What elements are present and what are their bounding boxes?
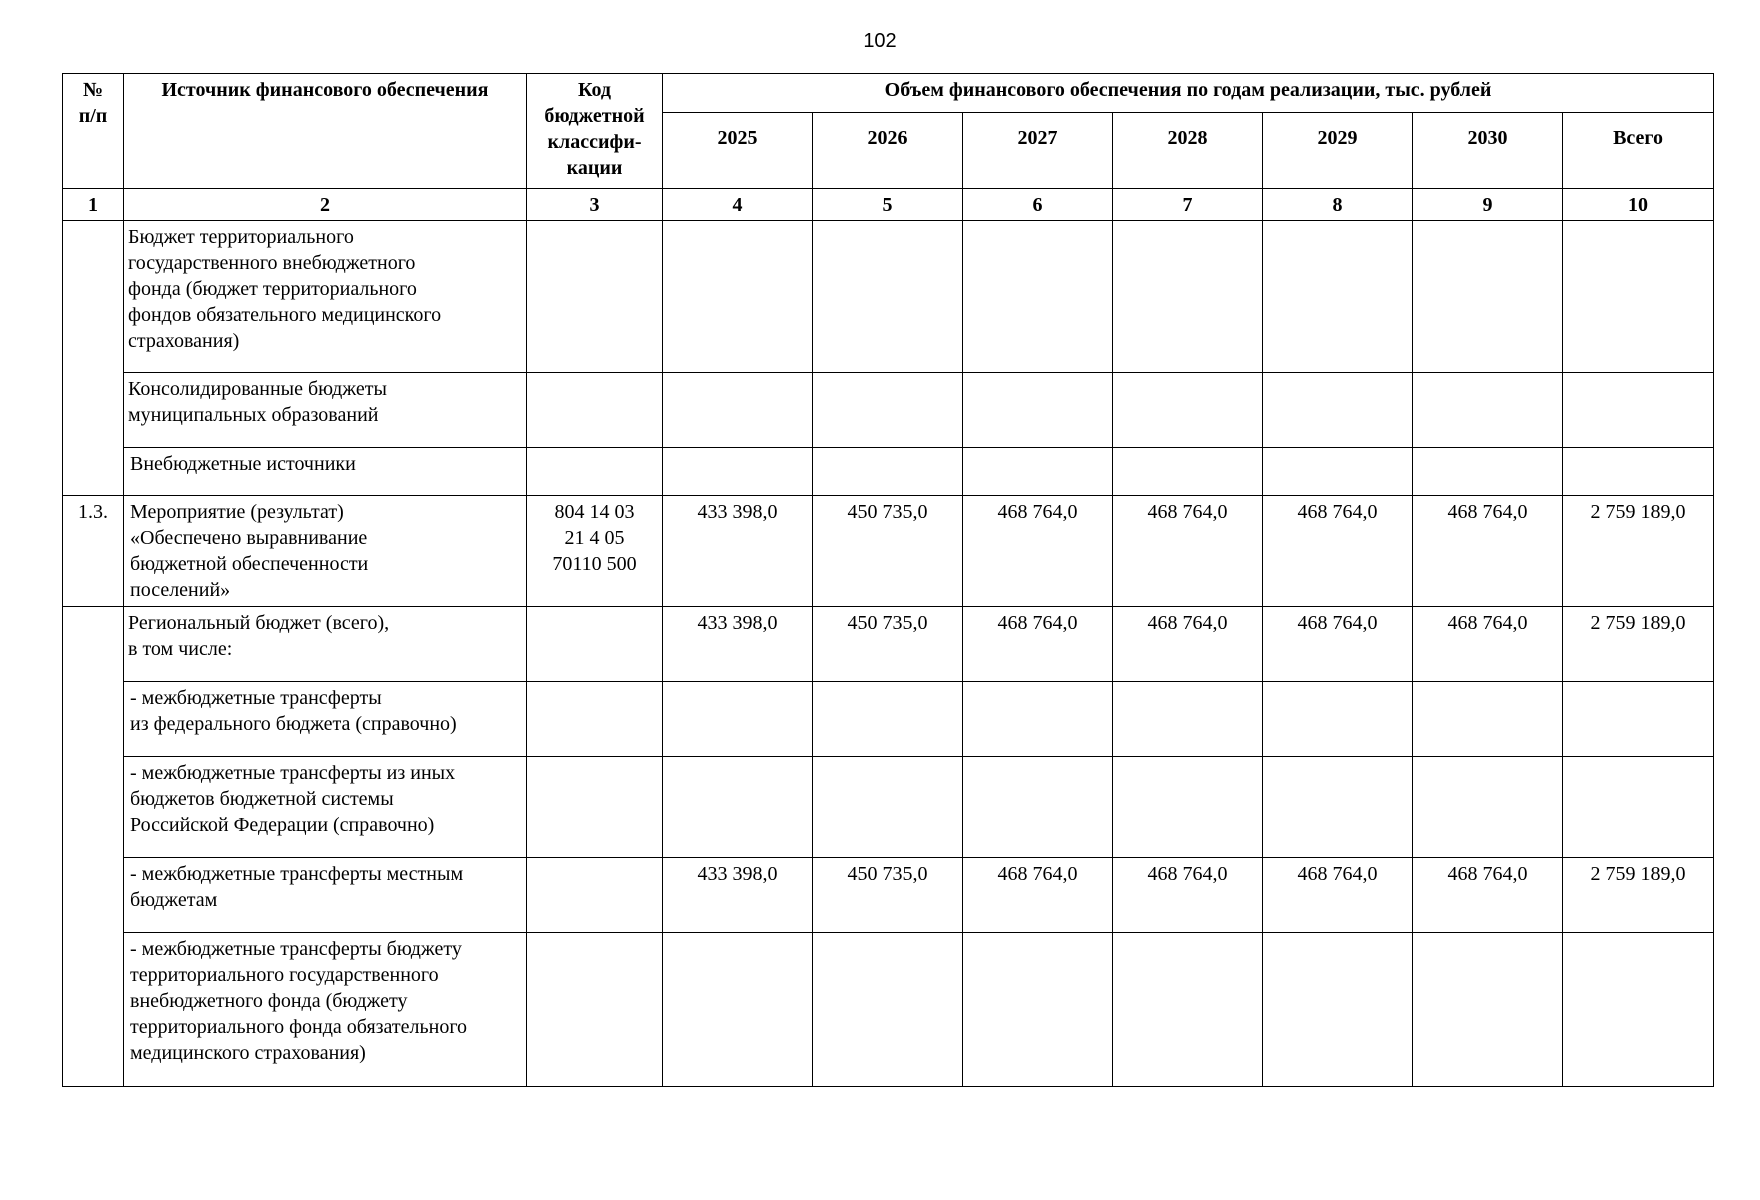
value-cell [663, 933, 813, 1087]
header-year: 2030 [1413, 113, 1563, 189]
value-cell: 468 764,0 [1113, 496, 1263, 607]
table-row [63, 682, 1714, 757]
header-total: Всего [1563, 113, 1714, 189]
header-year: 2027 [963, 113, 1113, 189]
header-year: 2025 [663, 113, 813, 189]
value-cell [1263, 221, 1413, 373]
source-line: территориального государственного [130, 964, 439, 986]
source-line: государственного внебюджетного [128, 252, 416, 274]
value-cell: 468 764,0 [963, 607, 1113, 682]
source-line: внебюджетного фонда (бюджету [130, 990, 408, 1012]
value-cell [963, 373, 1113, 448]
budget-code-line: 804 14 03 [554, 501, 635, 523]
column-number: 3 [527, 189, 663, 221]
source-cell [124, 607, 527, 682]
budget-code-cell [527, 607, 663, 682]
row-number [63, 607, 124, 1087]
source-line: медицинского страхования) [130, 1042, 366, 1064]
header-code-cell [527, 74, 663, 189]
value-cell: 468 764,0 [1413, 858, 1563, 933]
source-cell [124, 682, 527, 757]
value-cell [1113, 373, 1263, 448]
header-year: 2029 [1263, 113, 1413, 189]
value-cell: 468 764,0 [1413, 496, 1563, 607]
source-line: поселений» [130, 579, 231, 601]
value-cell [663, 373, 813, 448]
source-line: страхования) [128, 330, 240, 352]
header-code-line: классифи- [547, 131, 642, 153]
value-total [1563, 682, 1714, 757]
value-cell: 468 764,0 [1263, 496, 1413, 607]
value-cell [1263, 682, 1413, 757]
column-number: 5 [813, 189, 963, 221]
value-cell [1413, 933, 1563, 1087]
value-cell [1413, 682, 1563, 757]
source-line: - межбюджетные трансферты [130, 687, 382, 709]
header-number-line: п/п [78, 105, 108, 127]
value-cell [1413, 221, 1563, 373]
column-number: 1 [63, 189, 124, 221]
source-cell [124, 858, 527, 933]
value-cell: 468 764,0 [1263, 607, 1413, 682]
table-row [63, 933, 1714, 1087]
value-total [1563, 373, 1714, 448]
value-cell: 433 398,0 [663, 496, 813, 607]
column-number: 7 [1113, 189, 1263, 221]
value-cell [1263, 757, 1413, 858]
source-cell [124, 221, 527, 373]
value-cell [813, 757, 963, 858]
value-cell: 433 398,0 [663, 858, 813, 933]
budget-code-line: 21 4 05 [564, 527, 625, 549]
value-cell [663, 682, 813, 757]
value-total: 2 759 189,0 [1563, 858, 1714, 933]
budget-code-cell [527, 858, 663, 933]
source-line: бюджетам [130, 889, 218, 911]
source-line: территориального фонда обязательного [130, 1016, 468, 1038]
value-cell [813, 448, 963, 496]
column-number: 10 [1563, 189, 1714, 221]
budget-code-cell [527, 682, 663, 757]
table-row [63, 221, 1714, 373]
value-cell: 468 764,0 [1413, 607, 1563, 682]
budget-code-cell [527, 373, 663, 448]
column-number: 2 [124, 189, 527, 221]
header-code-line: кации [566, 157, 623, 179]
header-volume: Объем финансового обеспечения по годам реализации, тыс. рублей [663, 74, 1714, 113]
value-cell [663, 448, 813, 496]
value-cell [963, 682, 1113, 757]
budget-code-cell [527, 221, 663, 373]
table-row [63, 757, 1714, 858]
source-line: фонда (бюджет территориального [128, 278, 417, 300]
source-line: Консолидированные бюджеты [128, 378, 387, 400]
header-number-line: № [82, 79, 104, 101]
value-cell [1413, 757, 1563, 858]
budget-code-cell [527, 757, 663, 858]
source-line: - межбюджетные трансферты бюджету [130, 938, 462, 960]
source-line: бюджетов бюджетной системы [130, 788, 394, 810]
budget-code-cell [527, 496, 663, 607]
source-line: «Обеспечено выравнивание [130, 527, 368, 549]
value-total [1563, 221, 1714, 373]
value-cell [813, 682, 963, 757]
value-cell [1413, 448, 1563, 496]
column-number: 6 [963, 189, 1113, 221]
source-line: Российской Федерации (справочно) [130, 814, 435, 836]
value-cell [1113, 933, 1263, 1087]
value-cell: 450 735,0 [813, 607, 963, 682]
row-number [63, 221, 124, 496]
table-row [63, 607, 1714, 682]
budget-code-cell [527, 933, 663, 1087]
value-total [1563, 448, 1714, 496]
column-number: 8 [1263, 189, 1413, 221]
column-numbers-row [63, 189, 1714, 221]
source-cell [124, 373, 527, 448]
value-cell: 468 764,0 [963, 858, 1113, 933]
header-code-line: бюджетной [544, 105, 645, 127]
value-total [1563, 757, 1714, 858]
source-cell [124, 496, 527, 607]
header-source: Источник финансового обеспечения [124, 74, 527, 189]
value-cell [1113, 757, 1263, 858]
value-cell: 468 764,0 [1113, 607, 1263, 682]
header-code-line: Код [577, 79, 612, 101]
value-cell [1263, 933, 1413, 1087]
source-line: муниципальных образований [128, 404, 379, 426]
value-cell: 450 735,0 [813, 858, 963, 933]
table-row [63, 448, 1714, 496]
value-cell: 468 764,0 [1113, 858, 1263, 933]
financing-table [62, 73, 1714, 1087]
value-cell [1263, 373, 1413, 448]
page-number: 102 [863, 30, 897, 52]
value-cell: 468 764,0 [1263, 858, 1413, 933]
value-cell [1263, 448, 1413, 496]
value-cell [963, 448, 1113, 496]
value-cell: 450 735,0 [813, 496, 963, 607]
source-line: Внебюджетные источники [130, 453, 356, 475]
header-number-cell [63, 74, 124, 189]
value-cell [813, 933, 963, 1087]
table-row [63, 496, 1714, 607]
value-total: 2 759 189,0 [1563, 607, 1714, 682]
table-row [63, 373, 1714, 448]
value-cell [1413, 373, 1563, 448]
source-line: - межбюджетные трансферты местным [130, 863, 464, 885]
header-row-top [63, 74, 1714, 113]
source-line: Региональный бюджет (всего), [128, 612, 390, 634]
source-line: бюджетной обеспеченности [130, 553, 369, 575]
value-cell: 468 764,0 [963, 496, 1113, 607]
column-number: 4 [663, 189, 813, 221]
value-cell [813, 373, 963, 448]
value-cell [1113, 448, 1263, 496]
value-cell [963, 933, 1113, 1087]
source-line: - межбюджетные трансферты из иных [130, 762, 456, 784]
table-row [63, 858, 1714, 933]
source-cell [124, 757, 527, 858]
value-cell [1113, 221, 1263, 373]
value-cell: 433 398,0 [663, 607, 813, 682]
value-cell [1113, 682, 1263, 757]
value-cell [963, 221, 1113, 373]
source-line: из федерального бюджета (справочно) [130, 713, 457, 735]
source-cell [124, 933, 527, 1087]
budget-code-line: 70110 500 [552, 553, 637, 575]
header-year: 2026 [813, 113, 963, 189]
source-line: в том числе: [128, 638, 233, 660]
source-line: Мероприятие (результат) [130, 501, 344, 523]
value-total: 2 759 189,0 [1563, 496, 1714, 607]
budget-code-cell [527, 448, 663, 496]
value-total [1563, 933, 1714, 1087]
column-number: 9 [1413, 189, 1563, 221]
row-number: 1.3. [63, 496, 124, 607]
source-line: Бюджет территориального [128, 226, 354, 248]
value-cell [663, 221, 813, 373]
value-cell [663, 757, 813, 858]
value-cell [813, 221, 963, 373]
value-cell [963, 757, 1113, 858]
header-year: 2028 [1113, 113, 1263, 189]
source-cell [124, 448, 527, 496]
source-line: фондов обязательного медицинского [128, 304, 442, 326]
